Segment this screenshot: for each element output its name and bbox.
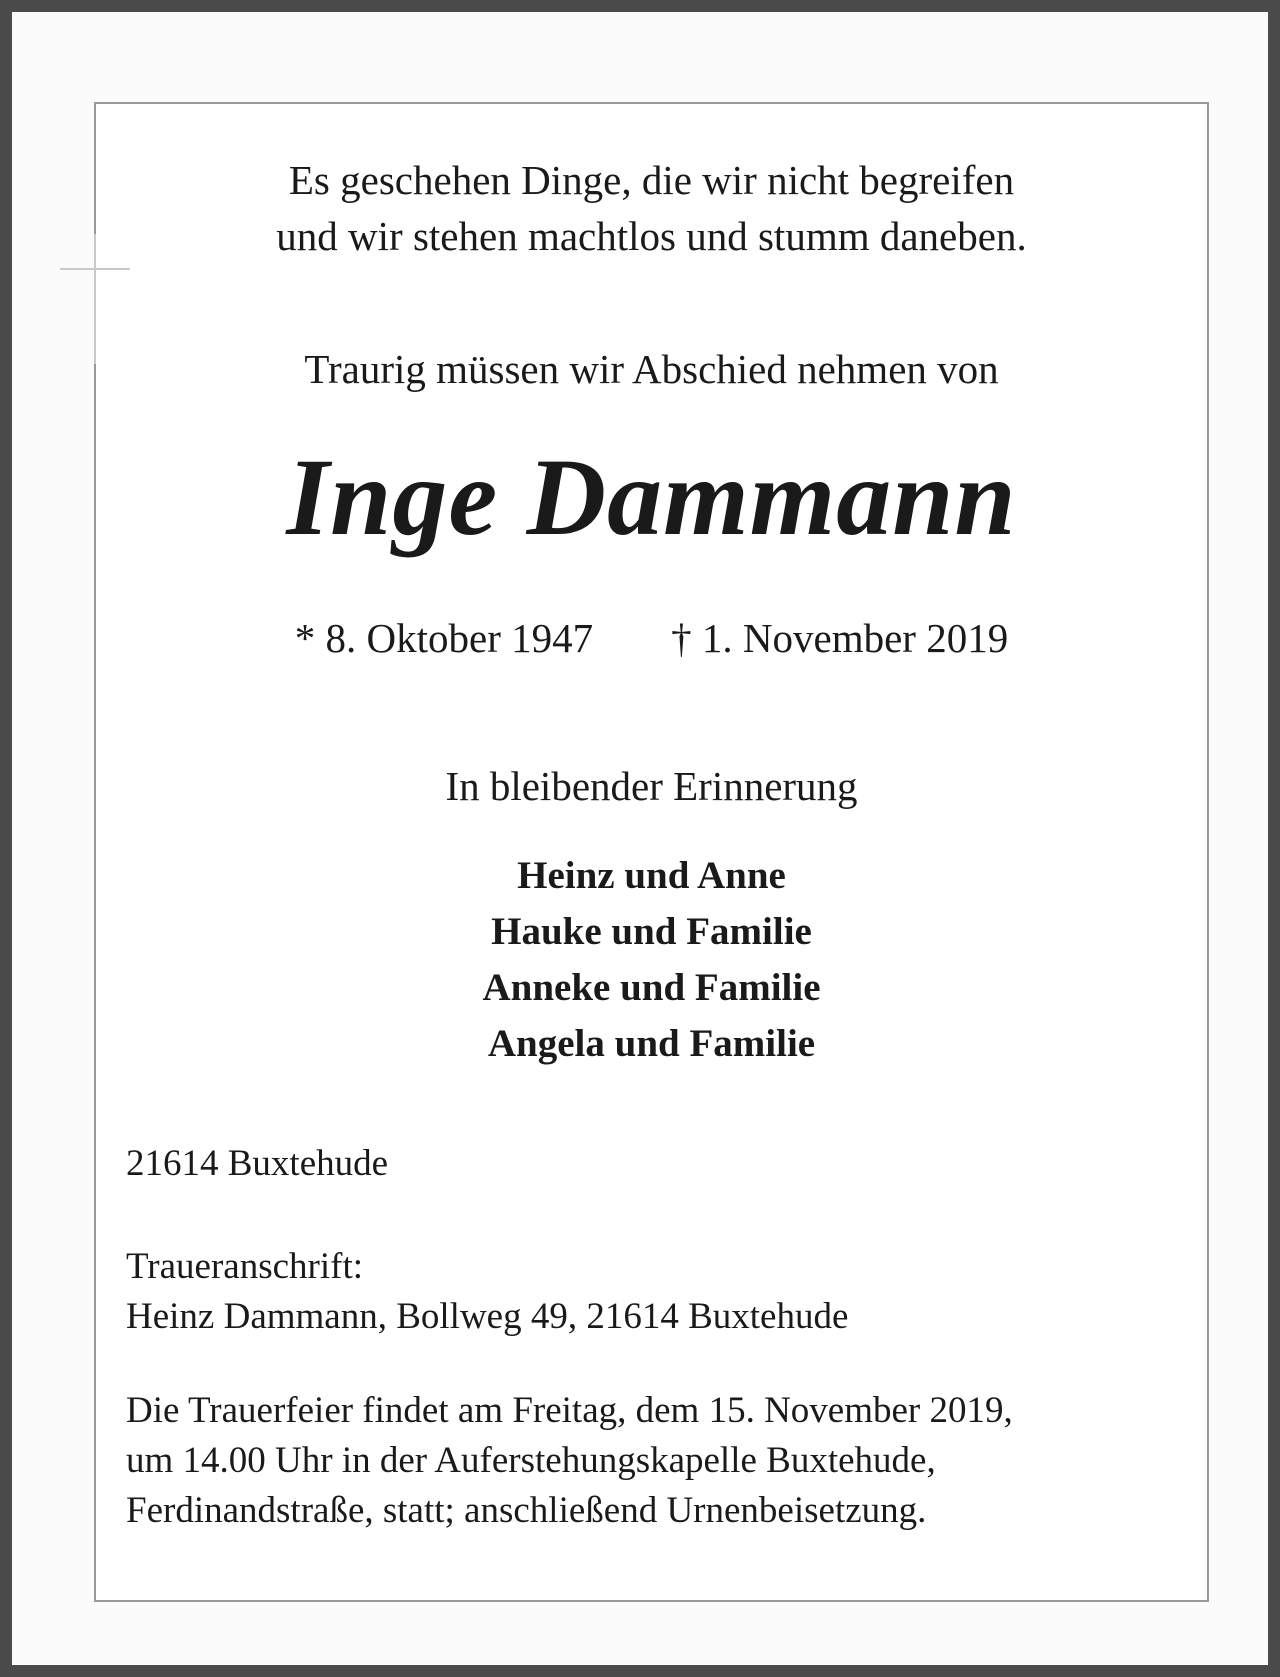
city: 21614 Buxtehude bbox=[126, 1143, 389, 1184]
family-member: Heinz und Anne bbox=[517, 854, 786, 897]
mourning-address bbox=[126, 1242, 848, 1342]
ceremony-info bbox=[126, 1386, 1013, 1536]
address-label: Traueranschrift: bbox=[126, 1246, 364, 1287]
death-date: † 1. November 2019 bbox=[671, 615, 1009, 661]
family-member: Anneke und Familie bbox=[482, 966, 821, 1009]
life-dates bbox=[94, 612, 1209, 664]
quote bbox=[94, 152, 1209, 264]
address-value: Heinz Dammann, Bollweg 49, 21614 Buxtehude bbox=[126, 1296, 849, 1337]
ceremony-line: um 14.00 Uhr in der Auferstehungskapelle Buxtehude, bbox=[126, 1440, 936, 1481]
ceremony-line: Ferdinandstraße, statt; anschließend Urnenbeisetzung. bbox=[126, 1490, 927, 1531]
intro-text: Traurig müssen wir Abschied nehmen von bbox=[304, 346, 999, 392]
family-member: Hauke und Familie bbox=[491, 910, 812, 953]
deceased-name: Inge Dammann bbox=[286, 436, 1017, 558]
family-list bbox=[94, 848, 1209, 1072]
birth-date: * 8. Oktober 1947 bbox=[294, 615, 594, 661]
quote-line: und wir stehen machtlos und stumm daneben. bbox=[276, 213, 1027, 259]
memory-text: In bleibender Erinnerung bbox=[445, 763, 858, 809]
ceremony-line: Die Trauerfeier findet am Freitag, dem 15. November 2019, bbox=[126, 1390, 1013, 1431]
quote-line: Es geschehen Dinge, die wir nicht begreifen bbox=[288, 157, 1015, 203]
family-member: Angela und Familie bbox=[487, 1022, 816, 1065]
